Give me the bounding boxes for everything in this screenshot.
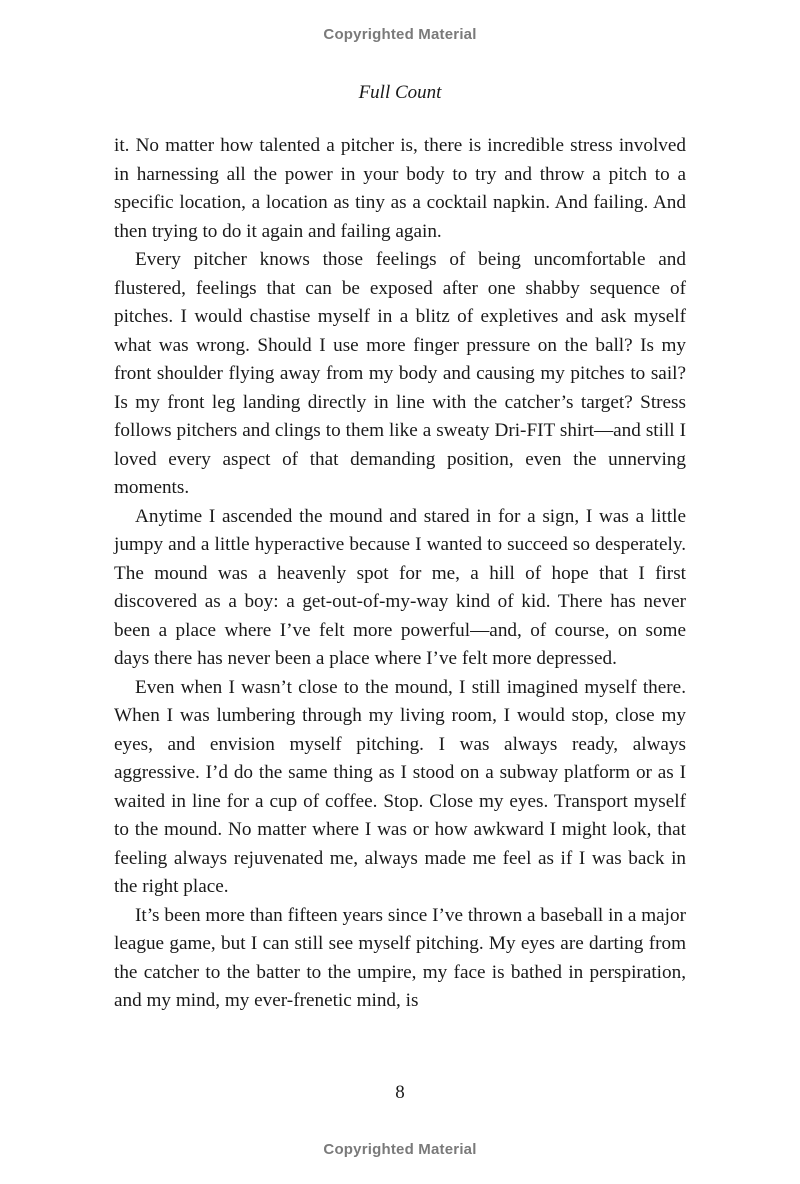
running-head: Full Count [358,82,442,103]
copyright-watermark-bottom: Copyrighted Material [323,1141,477,1158]
body-text [114,132,686,1016]
paragraph-3: Anytime I ascended the mound and stared in for a sign, I was a little jumpy and a little hyperactive because I wanted to succeed so desperately. The mound was a heavenly spot for me, a hill of hope that I first discovered as a boy: a get-out-of-my-way kind of kid. There has never been a place where I’ve felt more powerful—and, of course, on some days there has never been a place where I’ve felt more depressed. [114,505,686,669]
paragraph-2: Every pitcher knows those feelings of being uncomfortable and flustered, feelings that can be exposed after one shabby sequence of pitches. I would chastise myself in a blitz of expletives and ask myself what was wrong. Should I use more finger pressure on the ball? Is my front shoulder flying away from my body and causing my pitches to sail? Is my front leg landing directly in line with the catcher’s target? Stress follows pitchers and clings to them like a sweaty Dri-FIT shirt—and still I loved every aspect of that demanding position, even the unnerving moments. [114,249,686,498]
paragraph-1: it. No matter how talented a pitcher is, there is incredible stress involved in harnessing all the power in your body to try and throw a pitch to a specific location, a location as tiny as a cocktail napkin. And failing. And then trying to do it again and failing again. [114,135,686,242]
copyright-watermark-top: Copyrighted Material [323,26,477,43]
paragraph-4: Even when I wasn’t close to the mound, I still imagined myself there. When I was lumbering through my living room, I would stop, close my eyes, and envision myself pitching. I was always ready, always aggressive. I’d do the same thing as I stood on a subway platform or as I waited in line for a cup of coffee. Stop. Close my eyes. Transport myself to the mound. No matter where I was or how awkward I might look, that feeling always rejuvenated me, always made me feel as if I was back in the right place. [114,676,686,897]
paragraph-5: It’s been more than fifteen years since I’ve thrown a baseball in a major league game, but I can still see myself pitching. My eyes are darting from the catcher to the batter to the umpire, my face is bathed in perspiration, and my mind, my ever-frenetic mind, is [114,904,686,1011]
page-number: 8 [395,1082,405,1103]
